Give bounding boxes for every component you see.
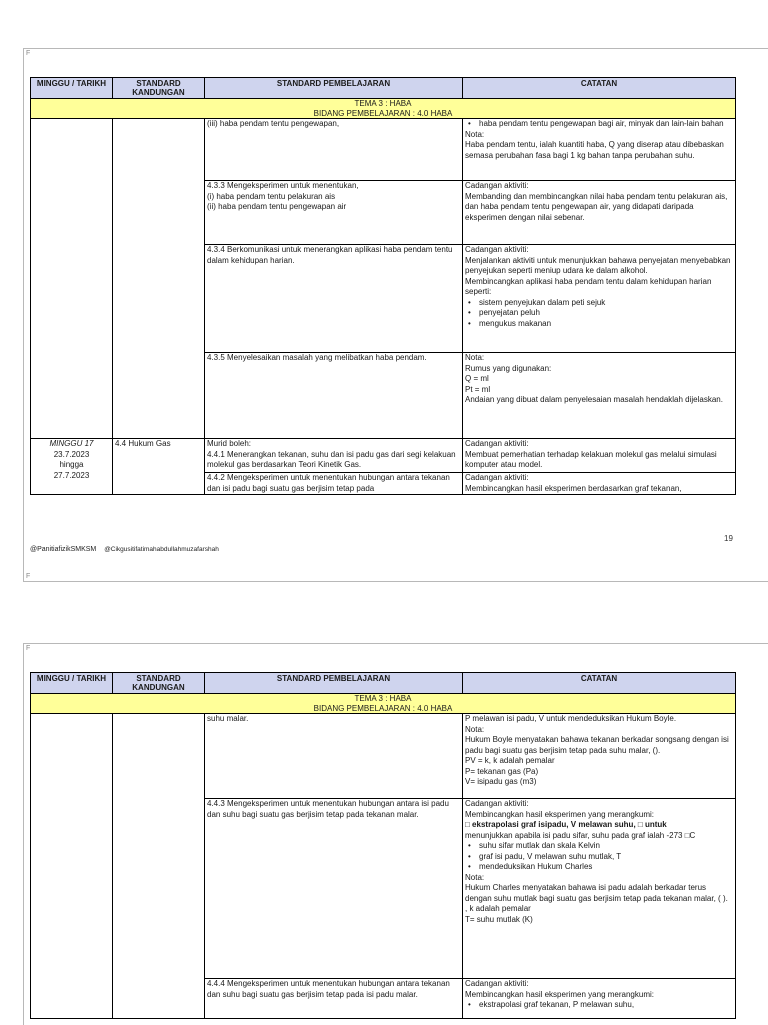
- catatan-text: PV = k, k adalah pemalar: [465, 756, 555, 765]
- document-page-2: [23, 643, 768, 1025]
- week-cell-empty: [31, 714, 113, 1019]
- page-corner-mark: F: [26, 645, 31, 652]
- sp-text: 4.4.2 Mengeksperimen untuk menentukan hubungan antara tekanan dan isi padu bagi suatu gas berjisim tetap pada: [207, 473, 450, 493]
- table-row: [31, 439, 736, 473]
- catatan-text: Nota:: [465, 353, 485, 362]
- list-item: • mengukus makanan: [479, 319, 733, 330]
- sp-cell: [205, 119, 463, 181]
- table-header-row: [31, 78, 736, 99]
- catatan-text: Hukum Charles menyatakan bahawa isi padu adalah berkadar terus dengan suhu mutlak bagi suatu gas berjisim tetap pada tekanan malar, ( ).: [465, 883, 728, 903]
- catatan-text: P melawan isi padu, V untuk mendeduksikan Hukum Boyle.: [465, 714, 677, 723]
- list-item: • graf isi padu, V melawan suhu mutlak, T: [479, 852, 733, 863]
- sp-text: (i) haba pendam tentu pelakuran ais: [207, 191, 336, 201]
- catatan-cell: [463, 353, 736, 439]
- bullet-list: [465, 298, 733, 330]
- catatan-cell: [463, 799, 736, 979]
- bidang-title: BIDANG PEMBELAJARAN : 4.0 HABA: [313, 108, 453, 118]
- list-item: • penyejatan peluh: [479, 308, 733, 319]
- footer-handle-panitia: @PanitiafizikSMKSM: [30, 546, 97, 553]
- sp-text: Murid boleh:: [207, 439, 252, 448]
- catatan-text: Rumus yang digunakan:: [465, 363, 552, 373]
- sp-text: 4.3.4 Berkomunikasi untuk menerangkan aplikasi haba pendam tentu dalam kehidupan harian.: [207, 245, 453, 265]
- sk-cell-empty: [113, 714, 205, 1019]
- catatan-text: Nota:: [465, 872, 485, 882]
- table-header-row: [31, 673, 736, 694]
- list-item: • ekstrapolasi graf tekanan, P melawan suhu,: [479, 1000, 733, 1011]
- page-corner-mark: F: [26, 50, 31, 57]
- catatan-text: Andaian yang dibuat dalam penyelesaian masalah hendaklah dijelaskan.: [465, 395, 723, 404]
- catatan-text: Pt = ml: [465, 384, 491, 394]
- week-to: hingga: [59, 460, 84, 469]
- page-corner-mark-bottom: F: [26, 573, 31, 580]
- sk-cell: [113, 439, 205, 495]
- catatan-text: Cadangan aktiviti:: [465, 799, 529, 808]
- sp-cell: [205, 439, 463, 473]
- catatan-text: Membincangkan aplikasi haba pendam tentu dalam kehidupan harian seperti:: [465, 276, 712, 296]
- sk-cell-empty: [113, 119, 205, 439]
- sp-text: 4.4.3 Mengeksperimen untuk menentukan hubungan antara isi padu dan suhu bagi suatu gas berjisim tetap pada tekanan malar.: [207, 799, 449, 819]
- catatan-text: Membincangkan hasil eksperimen yang merangkumi:: [465, 809, 654, 819]
- table-row: [31, 714, 736, 799]
- sp-cell: [205, 181, 463, 245]
- tema-title: TEMA 3 : HABA: [354, 99, 412, 108]
- header-catatan: CATATAN: [463, 673, 736, 694]
- document-page-1: [23, 48, 768, 582]
- catatan-cell: [463, 979, 736, 1019]
- catatan-cell: [463, 439, 736, 473]
- catatan-text: Membanding dan membincangkan nilai haba pendam tentu pelakuran ais, dan haba pendam tentu pengewapan air, yang didapati daripada eksperimen dengan nilai sebenar.: [465, 191, 728, 222]
- sp-cell: [205, 245, 463, 353]
- bidang-title: BIDANG PEMBELAJARAN : 4.0 HABA: [313, 703, 453, 713]
- sp-text: (ii) haba pendam tentu pengewapan air: [207, 202, 347, 211]
- catatan-text: Cadangan aktiviti:: [465, 979, 529, 988]
- sp-text: 4.3.3 Mengeksperimen untuk menentukan,: [207, 181, 359, 190]
- header-standard-kandungan: STANDARD KANDUNGAN: [113, 78, 205, 99]
- sp-cell: [205, 473, 463, 495]
- sk-text: 4.4 Hukum Gas: [115, 439, 171, 448]
- header-standard-pembelajaran: STANDARD PEMBELAJARAN: [205, 673, 463, 694]
- catatan-text: Nota:: [465, 724, 485, 734]
- sp-cell: [205, 353, 463, 439]
- catatan-text: Cadangan aktiviti:: [465, 473, 529, 482]
- catatan-text: Cadangan aktiviti:: [465, 181, 529, 190]
- sp-cell: [205, 714, 463, 799]
- lesson-plan-table-2: [30, 672, 736, 1019]
- catatan-text: Membincangkan hasil eksperimen berdasarkan graf tekanan,: [465, 483, 682, 493]
- header-catatan: CATATAN: [463, 78, 736, 99]
- header-standard-pembelajaran: STANDARD PEMBELAJARAN: [205, 78, 463, 99]
- tema-row: [31, 99, 736, 119]
- catatan-text: Cadangan aktiviti:: [465, 439, 529, 448]
- catatan-text: Menjalankan aktiviti untuk menunjukkan bahawa penyejatan menyebabkan penyejukan seperti meniup udara ke dalam alkohol.: [465, 255, 731, 275]
- sp-text: 4.4.4 Mengeksperimen untuk menentukan hubungan antara tekanan dan suhu bagi suatu gas berjisim tetap pada isi padu malar.: [207, 979, 450, 999]
- tema-cell: [31, 99, 736, 119]
- week-label: MINGGU 17: [49, 439, 94, 448]
- sp-text: (iii) haba pendam tentu pengewapan,: [207, 119, 340, 128]
- footer-handle-cikgu: @Cikgusitifatimahabdullahmuzafarshah: [104, 546, 219, 553]
- catatan-text: Haba pendam tentu, ialah kuantiti haba, Q yang diserap atau dibebaskan semasa perubahan fasa bagi 1 kg bahan tanpa perubahan suhu.: [465, 140, 724, 160]
- tema-row: [31, 694, 736, 714]
- catatan-text: T= suhu mutlak (K): [465, 914, 533, 924]
- sp-text: suhu malar.: [207, 714, 249, 723]
- page-number: 19: [724, 534, 733, 543]
- catatan-text: Nota:: [465, 129, 485, 139]
- sp-cell: [205, 979, 463, 1019]
- catatan-cell: [463, 714, 736, 799]
- list-item: • mendeduksikan Hukum Charles: [479, 862, 733, 873]
- week-end-date: 27.7.2023: [53, 470, 90, 480]
- catatan-text: Q = ml: [465, 374, 489, 383]
- list-item: • haba pendam tentu pengewapan bagi air, minyak dan lain-lain bahan: [479, 119, 733, 130]
- catatan-text: Membincangkan hasil eksperimen yang merangkumi:: [465, 989, 654, 999]
- header-minggu: MINGGU / TARIKH: [31, 78, 113, 99]
- tema-cell: [31, 694, 736, 714]
- catatan-cell: [463, 473, 736, 495]
- bullet-list: [465, 1000, 733, 1011]
- week-cell: [31, 439, 113, 495]
- header-standard-kandungan: STANDARD KANDUNGAN: [113, 673, 205, 694]
- catatan-text: , k adalah pemalar: [465, 904, 531, 913]
- list-item: • suhu sifar mutlak dan skala Kelvin: [479, 841, 733, 852]
- catatan-text: P= tekanan gas (Pa): [465, 766, 539, 776]
- page-footer: [30, 546, 219, 553]
- sp-text: 4.4.1 Menerangkan tekanan, suhu dan isi padu gas dari segi kelakuan molekul gas berdasarkan Teori Kinetik Gas.: [207, 449, 456, 469]
- catatan-cell: [463, 245, 736, 353]
- catatan-cell: [463, 119, 736, 181]
- catatan-text: V= isipadu gas (m3): [465, 777, 537, 786]
- lesson-plan-table-1: [30, 77, 736, 495]
- tema-title: TEMA 3 : HABA: [354, 694, 412, 703]
- sp-text: 4.3.5 Menyelesaikan masalah yang melibatkan haba pendam.: [207, 353, 427, 362]
- catatan-text: Hukum Boyle menyatakan bahawa tekanan berkadar songsang dengan isi padu bagi suatu gas berjisim tetap pada suhu malar, ().: [465, 735, 729, 755]
- table-row: [31, 119, 736, 181]
- catatan-text: menunjukkan apabila isi padu sifar, suhu pada graf ialah -273 □C: [465, 830, 696, 840]
- header-minggu: MINGGU / TARIKH: [31, 673, 113, 694]
- catatan-bold-text: □ ekstrapolasi graf isipadu, V melawan suhu, □ untuk: [465, 820, 667, 829]
- bullet-list: [465, 119, 733, 130]
- catatan-text: Cadangan aktiviti:: [465, 245, 529, 254]
- week-cell-empty: [31, 119, 113, 439]
- catatan-text: Membuat pemerhatian terhadap kelakuan molekul gas melalui simulasi komputer atau model.: [465, 449, 717, 469]
- week-start-date: 23.7.2023: [53, 449, 90, 459]
- bullet-list: [465, 841, 733, 873]
- sp-cell: [205, 799, 463, 979]
- list-item: • sistem penyejukan dalam peti sejuk: [479, 298, 733, 309]
- catatan-cell: [463, 181, 736, 245]
